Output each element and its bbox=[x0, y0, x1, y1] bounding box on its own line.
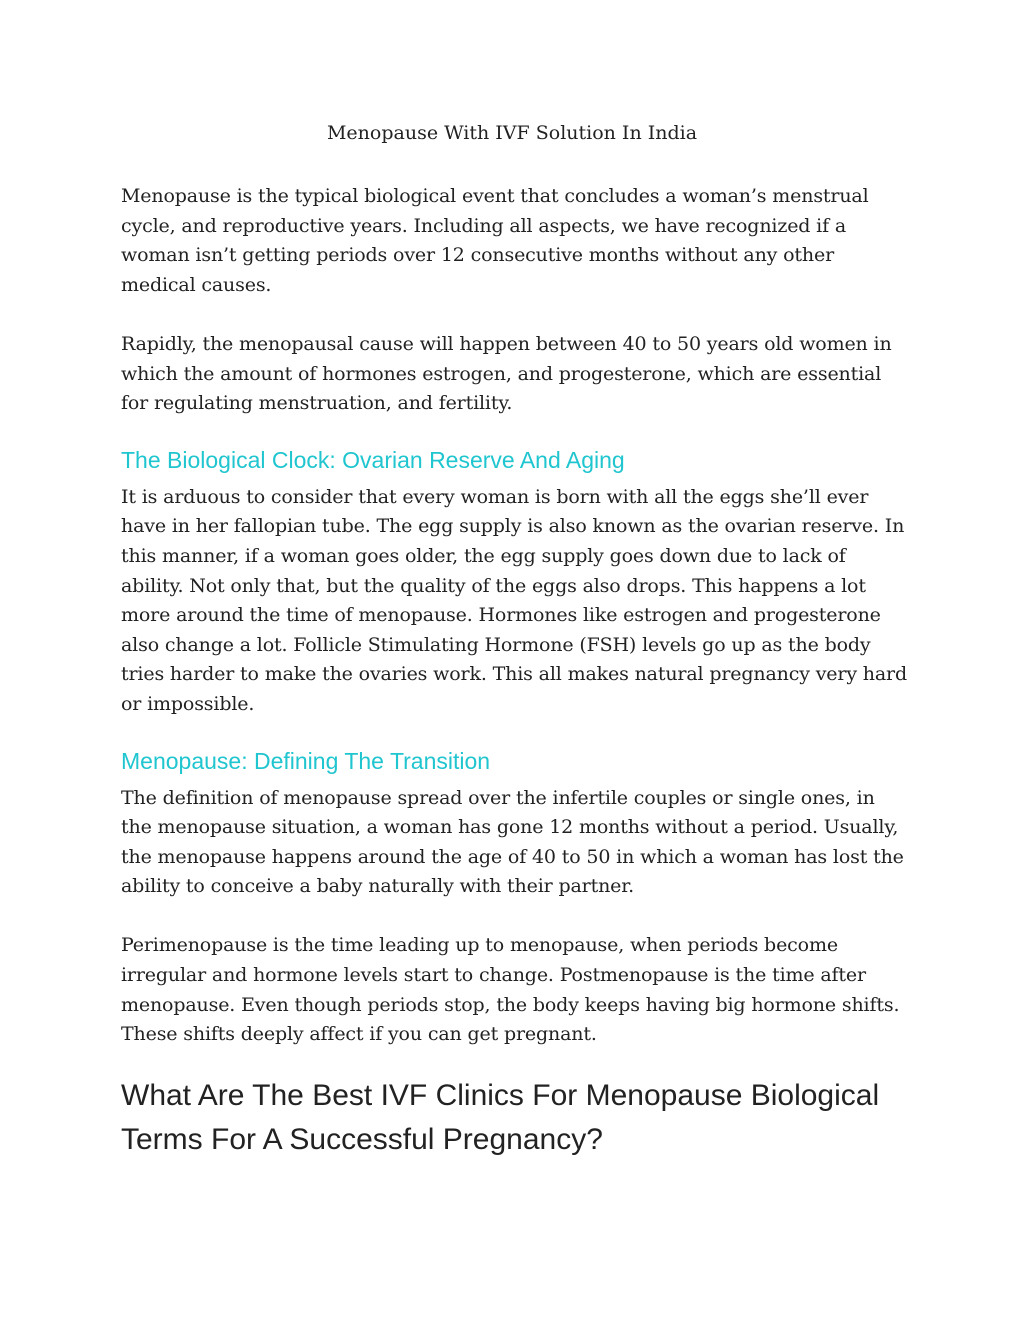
section-heading-defining-transition: Menopause: Defining The Transition bbox=[121, 747, 491, 774]
section-heading-biological-clock: The Biological Clock: Ovarian Reserve And Aging bbox=[121, 446, 625, 473]
section-paragraph-biological-clock: It is arduous to consider that every woman is born with all the eggs she’ll ever have in her fallopian tube. The egg supply is also known as the ovarian reserve. In this manner, if a woman goes older, the egg supply goes down due to lack of ability. Not only that, but the quality of the eggs also drops. This happens a lot more around the time of menopause. Hormones like estrogen and progesterone also change a lot. Follicle Stimulating Hormone (FSH) levels go up as the body tries harder to make the ovaries work. This all makes natural pregnancy very hard or impossible. bbox=[121, 485, 907, 715]
section-paragraph-perimenopause: Perimenopause is the time leading up to menopause, when periods become irregular and hormone levels start to change. Postmenopause is the time after menopause. Even though periods stop, the body keeps having big hormone shifts. These shifts deeply affect if you can get pregnant. bbox=[121, 934, 900, 1046]
document-title: Menopause With IVF Solution In India bbox=[326, 122, 698, 144]
major-heading-best-ivf-clinics: What Are The Best IVF Clinics For Menopause Biological Terms For A Successful Pregnancy? bbox=[121, 1078, 880, 1156]
document-content bbox=[121, 118, 911, 1162]
intro-paragraph-2: Rapidly, the menopausal cause will happen between 40 to 50 years old women in which the amount of hormones estrogen, and progesterone, which are essential for regulating menstruation, and fertility. bbox=[121, 332, 892, 415]
intro-paragraph-1: Menopause is the typical biological event that concludes a woman’s menstrual cycle, and reproductive years. Including all aspects, we have recognized if a woman isn’t getting periods over 12 consecutive months without any other medical causes. bbox=[121, 185, 869, 296]
section-paragraph-definition: The definition of menopause spread over the infertile couples or single ones, in the menopause situation, a woman has gone 12 months without a period. Usually, the menopause happens around the age of 40 to 50 in which a woman has lost the ability to conceive a baby naturally with their partner. bbox=[121, 786, 904, 898]
